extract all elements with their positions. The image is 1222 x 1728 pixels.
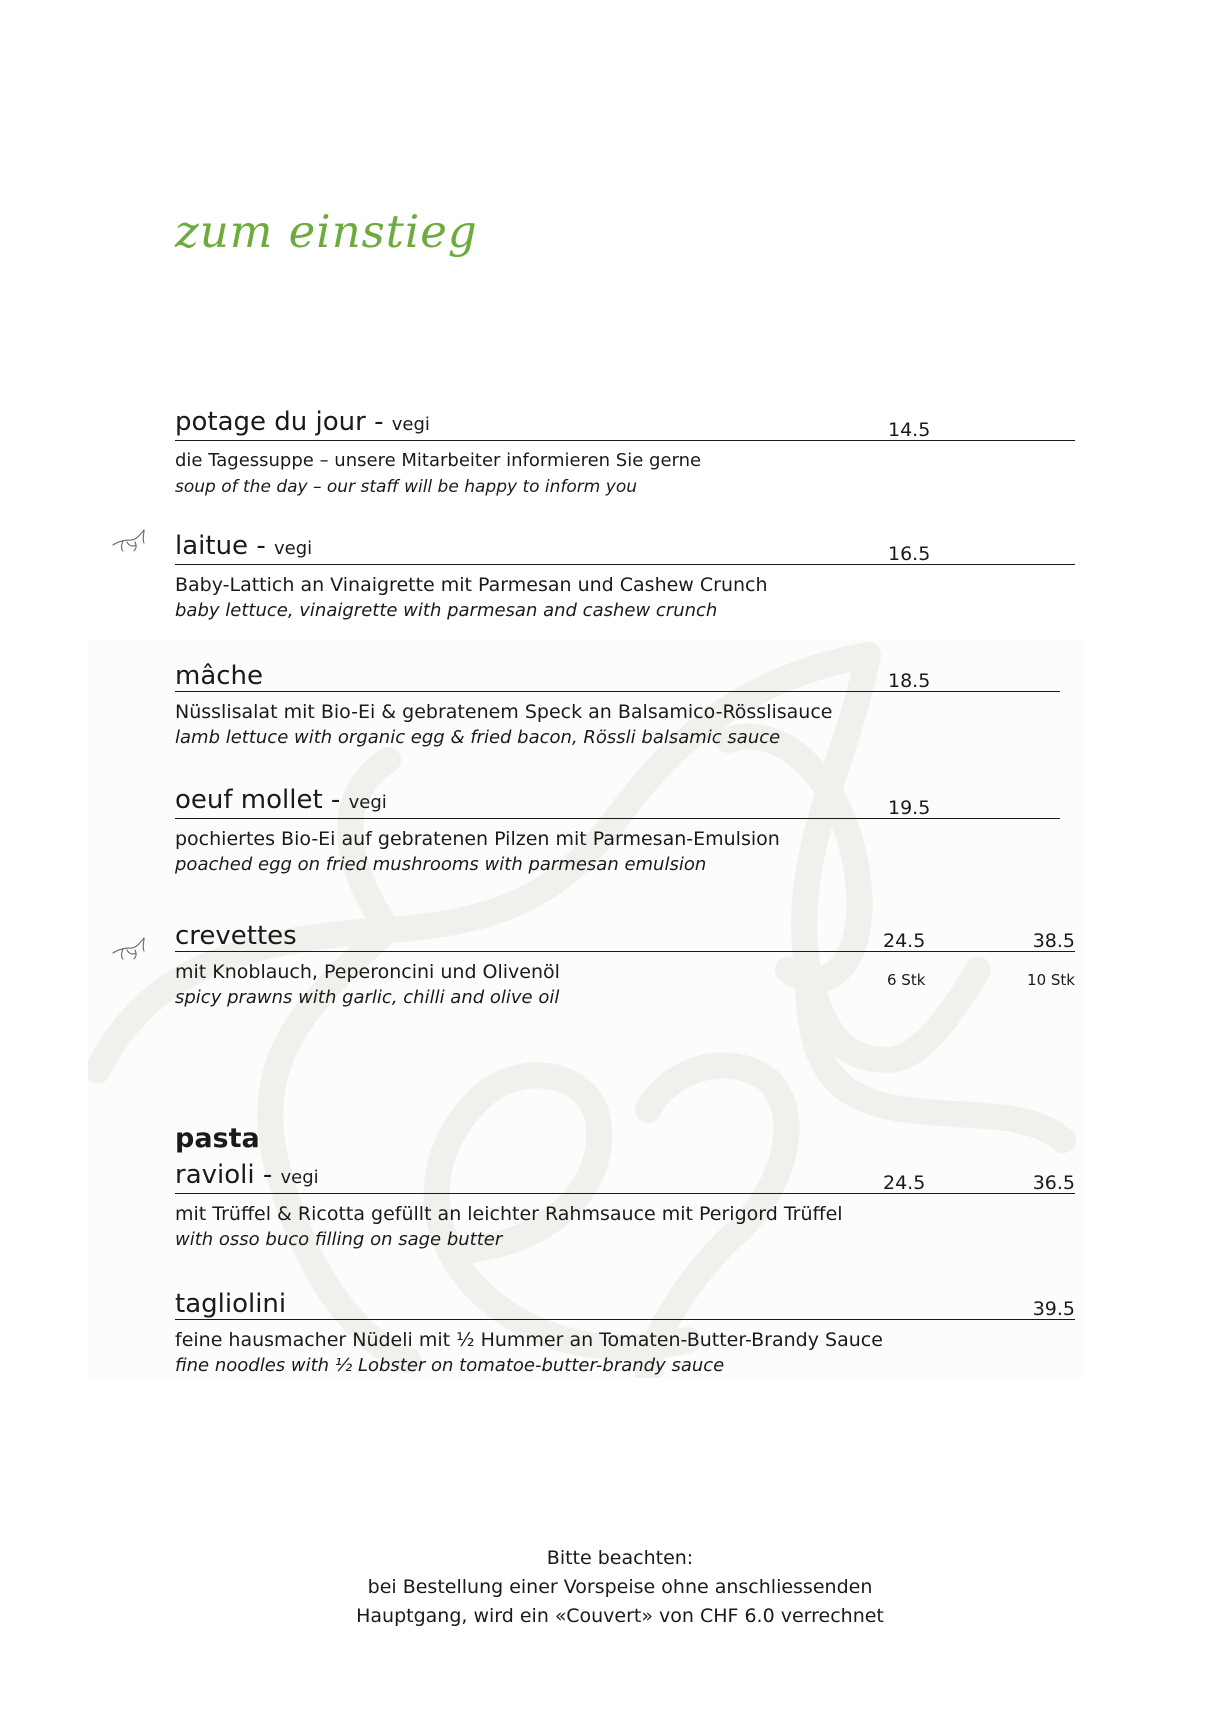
dish-price-large: 38.5 [1032, 930, 1075, 952]
dish-price: 14.5 [888, 419, 931, 441]
dish-underline [175, 1319, 1075, 1320]
menu-item-ravioli: ravioli - vegi 24.5 36.5 mit Trüffel & Ricotta gefüllt an leichter Rahmsauce mit Perigord Trüffel with osso buco filling on sage butter [175, 1161, 1075, 1253]
dish-price: 18.5 [888, 670, 931, 692]
dish-description-en: fine noodles with ½ Lobster on tomatoe-butter-brandy sauce [175, 1355, 725, 1376]
dish-description-en: baby lettuce, vinaigrette with parmesan and cashew crunch [175, 600, 718, 621]
section-title-pasta: pasta [175, 1123, 260, 1154]
menu-item-mache [175, 659, 1075, 751]
dish-price: 16.5 [888, 543, 931, 565]
dish-underline [175, 564, 1075, 565]
dish-description-en: with osso buco filling on sage butter [175, 1229, 503, 1250]
dish-underline [175, 951, 1075, 952]
dish-description-en: spicy prawns with garlic, chilli and olive oil [175, 987, 560, 1008]
dish-price-small: 24.5 [883, 930, 926, 952]
note-line: Bitte beachten: [546, 1547, 694, 1569]
dish-description-de: die Tagessuppe – unsere Mitarbeiter informieren Sie gerne [175, 450, 702, 471]
dish-underline [175, 1193, 1075, 1194]
dish-price: 39.5 [1032, 1298, 1075, 1320]
menu-item-crevettes [175, 919, 1075, 1011]
dish-description-de: Nüsslisalat mit Bio-Ei & gebratenem Speck an Balsamico-Rösslisauce [175, 701, 833, 723]
vegi-tag: vegi [391, 414, 430, 435]
dish-name: tagliolini [175, 1289, 287, 1319]
dish-description-en: soup of the day – our staff will be happy to inform you [175, 477, 637, 497]
vegi-tag: vegi [273, 538, 313, 559]
menu-item-potage: potage du jour - vegi 14.5 die Tagessuppe – unsere Mitarbeiter informieren Sie gerne soup of the day – our staff will be happy to inform you [175, 408, 1075, 500]
vegi-tag: vegi [348, 792, 387, 813]
page-heading: zum einstieg [175, 205, 478, 258]
horse-icon [111, 935, 149, 961]
dish-description-de: pochiertes Bio-Ei auf gebratenen Pilzen mit Parmesan-Emulsion [175, 828, 780, 850]
note-line: bei Bestellung einer Vorspeise ohne anschliessenden [367, 1576, 873, 1598]
horse-icon [111, 527, 149, 553]
dish-name: mâche [175, 661, 264, 691]
dish-name: potage du jour [175, 407, 366, 437]
menu-item-oeuf-mollet: oeuf mollet - vegi 19.5 pochiertes Bio-Ei auf gebratenen Pilzen mit Parmesan-Emulsion poached egg on fried mushrooms with parmesan emulsion [175, 786, 1075, 878]
couvert-note [320, 1544, 920, 1631]
dish-name: laitue [175, 531, 249, 561]
portion-small: 6 Stk [887, 971, 926, 989]
dish-name: oeuf mollet [175, 785, 323, 815]
dish-name: ravioli [175, 1160, 255, 1190]
dish-description-de: Baby-Lattich an Vinaigrette mit Parmesan und Cashew Crunch [175, 574, 768, 596]
note-line: Hauptgang, wird ein «Couvert» von CHF 6.0 verrechnet [356, 1605, 884, 1627]
portion-large: 10 Stk [1027, 971, 1075, 989]
dish-price-small: 24.5 [883, 1172, 926, 1194]
dish-underline [175, 440, 1075, 441]
dish-price: 19.5 [888, 797, 931, 819]
dish-description-en: poached egg on fried mushrooms with parmesan emulsion [175, 854, 707, 875]
dish-name: crevettes [175, 921, 297, 951]
dish-price-large: 36.5 [1032, 1172, 1075, 1194]
vegi-tag: vegi [280, 1167, 319, 1188]
menu-item-tagliolini [175, 1287, 1075, 1379]
dish-description-de: mit Knoblauch, Peperoncini und Olivenöl [175, 961, 560, 983]
dish-description-de: feine hausmacher Nüdeli mit ½ Hummer an Tomaten-Butter-Brandy Sauce [175, 1329, 883, 1351]
menu-item-laitue: laitue - vegi 16.5 Baby-Lattich an Vinaigrette mit Parmesan und Cashew Crunch baby lettuce, vinaigrette with parmesan and cashew crunch [175, 532, 1075, 624]
dish-description-en: lamb lettuce with organic egg & fried bacon, Rössli balsamic sauce [175, 727, 781, 748]
dish-description-de: mit Trüffel & Ricotta gefüllt an leichter Rahmsauce mit Perigord Trüffel [175, 1203, 843, 1225]
